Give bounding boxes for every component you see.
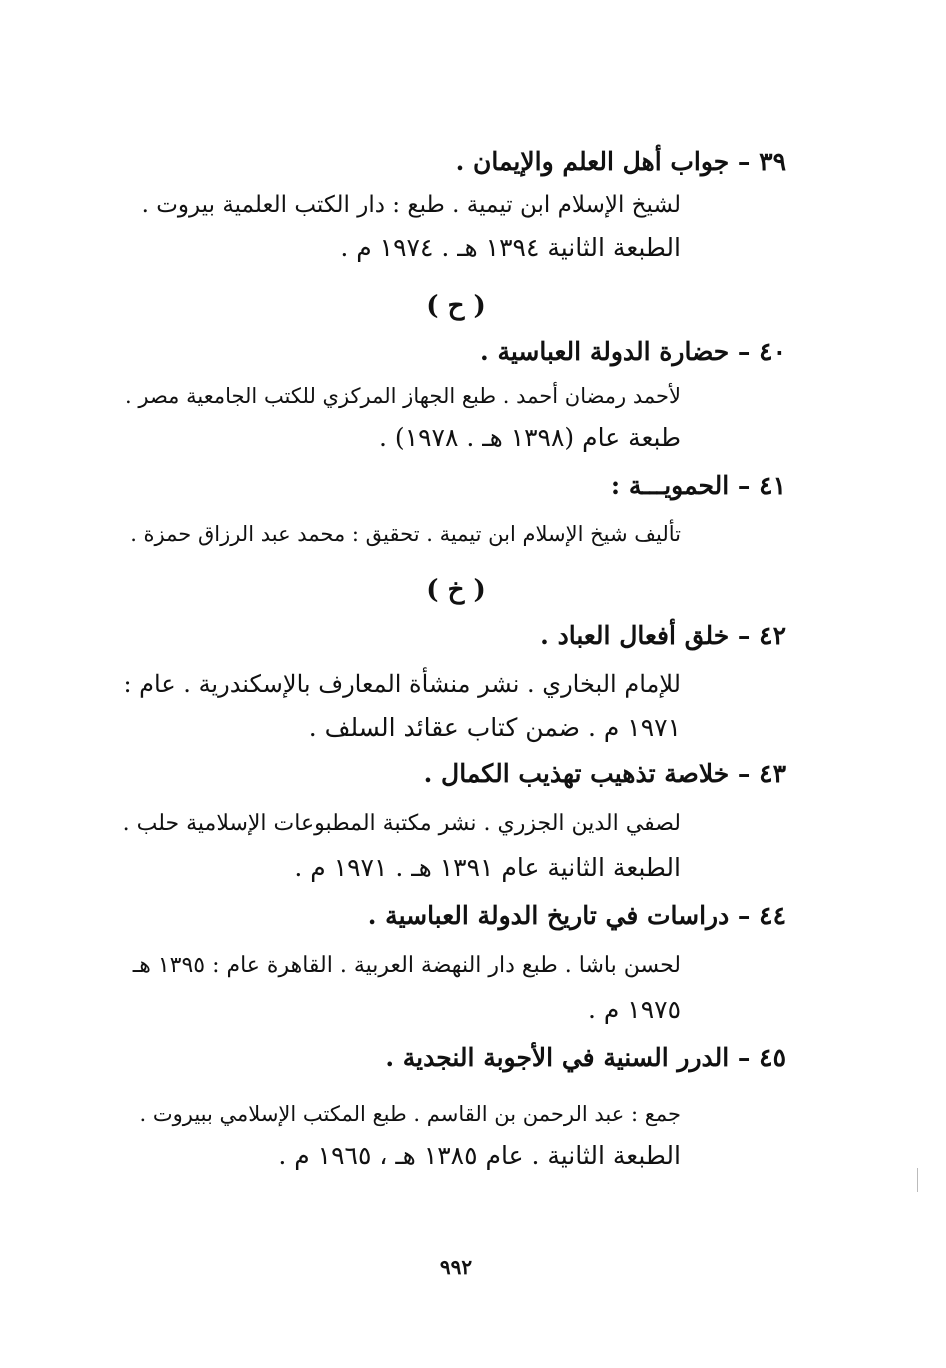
page-number: ٩٩٢ — [439, 1255, 473, 1279]
section-heading-khaa: ( خ ) — [426, 575, 486, 605]
entry-39-line-1: لشيخ الإسلام ابن تيمية . طبع : دار الكتب العلمية بيروت . — [141, 192, 681, 218]
entry-43-line-2: الطبعة الثانية عام ١٣٩١ هـ . ١٩٧١ م . — [294, 853, 681, 882]
entry-42-line-1: للإمام البخاري . نشر منشأة المعارف بالإسكندرية . عام : — [123, 670, 681, 698]
entry-43-line-1: لصفي الدين الجزري . نشر مكتبة المطبوعات الإسلامية حلب . — [122, 811, 681, 836]
entry-44-title: ٤٤ – دراسات في تاريخ الدولة العباسية . — [367, 901, 786, 930]
entry-40-line-2: طبعة عام (١٣٩٨ هـ . ١٩٧٨) . — [379, 423, 681, 452]
entry-42-line-2: ١٩٧١ م . ضمن كتاب عقائد السلف . — [308, 713, 681, 742]
entry-41-line-1: تأليف شيخ الإسلام ابن تيمية . تحقيق : محمد عبد الرزاق حمزة . — [130, 522, 681, 546]
entry-44-line-2: ١٩٧٥ م . — [587, 995, 681, 1024]
entry-42-title: ٤٢ – خلق أفعال العباد . — [540, 621, 786, 650]
scan-edge-mark — [917, 1168, 918, 1192]
entry-39-line-2: الطبعة الثانية ١٣٩٤ هـ . ١٩٧٤ م . — [340, 233, 681, 262]
entry-45-title: ٤٥ – الدرر السنية في الأجوبة النجدية . — [385, 1043, 786, 1072]
entry-39-title: ٣٩ – جواب أهل العلم والإيمان . — [455, 147, 786, 176]
entry-40-title: ٤٠ – حضارة الدولة العباسية . — [480, 337, 786, 366]
entry-45-line-2: الطبعة الثانية . عام ١٣٨٥ هـ ، ١٩٦٥ م . — [278, 1141, 681, 1170]
entry-43-title: ٤٣ – خلاصة تذهيب تهذيب الكمال . — [423, 759, 786, 788]
entry-41-title: ٤١ – الحمويـــة : — [610, 471, 786, 500]
entry-44-line-1: لحسن باشا . طبع دار النهضة العربية . القاهرة عام : ١٣٩٥ هـ — [132, 953, 681, 978]
entry-45-line-1: جمع : عبد الرحمن بن القاسم . طبع المكتب الإسلامي ببيروت . — [139, 1102, 681, 1126]
entry-40-line-1: لأحمد رمضان أحمد . طبع الجهاز المركزي للكتب الجامعية مصر . — [125, 384, 681, 408]
section-heading-haa: ( ح ) — [426, 291, 486, 321]
